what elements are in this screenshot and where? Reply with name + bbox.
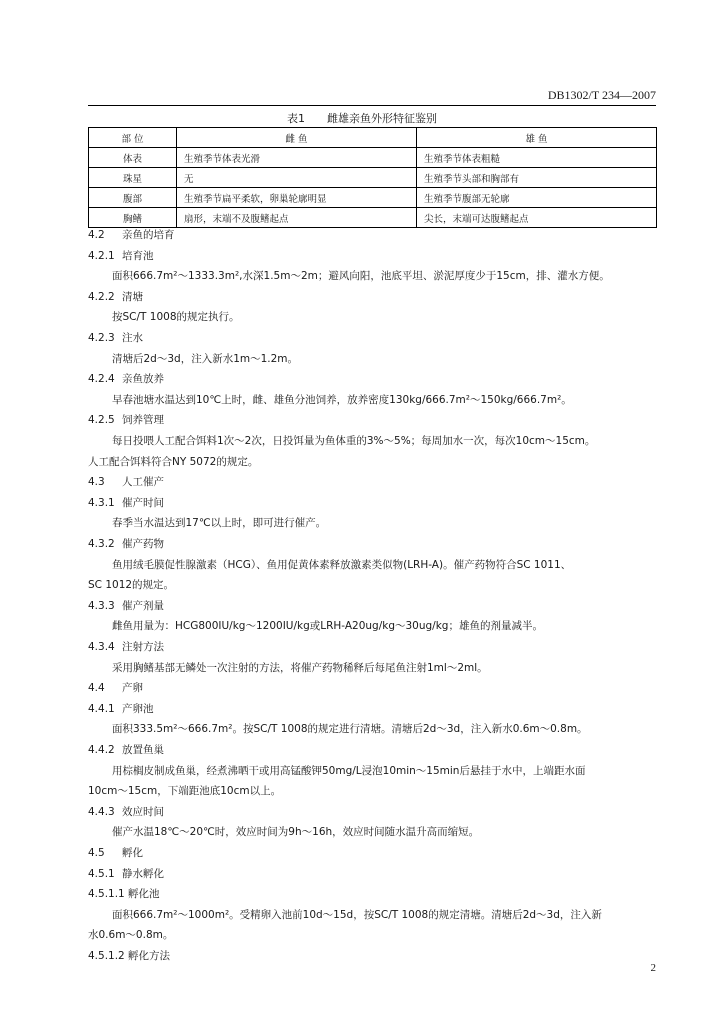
section-heading <box>88 845 143 860</box>
section-title: 效应时间 <box>122 805 164 818</box>
section-heading <box>88 639 164 654</box>
section-heading <box>88 371 164 386</box>
section-heading <box>88 886 160 901</box>
section-heading <box>88 598 164 613</box>
table-header-cell: 雄 鱼 <box>417 128 657 148</box>
section-title: 催产药物 <box>122 538 164 550</box>
section-number: 4.2.3 <box>88 332 115 344</box>
standard-code: DB1302/T 234—2007 <box>547 88 656 102</box>
table-cell: 体表 <box>89 148 177 168</box>
section-heading <box>88 680 143 695</box>
section-title: 催产剂量 <box>122 599 164 612</box>
page-number: 2 <box>650 962 656 974</box>
section-number: 4.5 <box>88 847 105 859</box>
body-text-line: 面积666.7m²～1000m²。受精卵入池前10d～15d，按SC/T 1008的规定清塘。清塘后2d～3d，注入新 <box>112 908 602 921</box>
section-title: 孵化方法 <box>128 950 170 962</box>
table-row <box>89 188 657 208</box>
body-text-line: 采用胸鳍基部无鳞处一次注射的方法，将催产药物稀释后每尾鱼注射1ml～2ml。 <box>112 661 488 674</box>
section-heading <box>88 742 164 757</box>
section-heading <box>88 701 154 716</box>
table-caption-number: 表1 <box>287 112 305 125</box>
body-text-line: 按SC/T 1008的规定执行。 <box>112 311 240 324</box>
section-title: 催产时间 <box>122 496 164 509</box>
section-heading <box>88 289 143 304</box>
body-text-line: 水0.6m～0.8m。 <box>88 929 174 942</box>
section-heading <box>88 227 175 242</box>
table-cell: 生殖季节头部和胸部有 <box>417 168 657 188</box>
table-cell: 尖长，末端可达腹鳍起点 <box>417 208 657 228</box>
section-heading <box>88 948 170 963</box>
section-title: 放置鱼巢 <box>122 744 164 756</box>
section-number: 4.3.4 <box>88 641 115 653</box>
body-text-line: SC 1012的规定。 <box>88 579 175 592</box>
body-text-line: 鱼用绒毛膜促性腺激素（HCG）、鱼用促黄体素释放激素类似物(LRH-A)。催产药物符合SC 1011、 <box>112 558 572 571</box>
body-text-line: 催产水温18℃～20℃时，效应时间为9h～16h，效应时间随水温升高而缩短。 <box>112 826 480 839</box>
section-title: 产卵池 <box>122 702 154 715</box>
section-title: 人工催产 <box>122 476 164 489</box>
table-header-cell: 部 位 <box>89 128 177 148</box>
trait-table <box>88 127 657 228</box>
section-title: 培育池 <box>122 249 154 262</box>
section-number: 4.4.1 <box>88 702 115 715</box>
section-title: 亲鱼放养 <box>122 373 164 386</box>
section-number: 4.3.3 <box>88 599 115 612</box>
body-text-line: 用棕榈皮制成鱼巢，经煮沸晒干或用高锰酸钾50mg/L浸泡10min～15min后悬挂于水中，上端距水面 <box>112 764 586 777</box>
body-text-line: 雌鱼用量为：HCG800IU/kg～1200IU/kg或LRH-A20ug/kg～30ug/kg；雄鱼的剂量减半。 <box>112 620 543 633</box>
body-text-line: 清塘后2d～3d，注入新水1m～1.2m。 <box>112 352 299 365</box>
body-text-line: 面积666.7m²～1333.3m²,水深1.5m～2m；避风向阳，池底平坦、淤泥厚度少于15cm，排、灌水方便。 <box>112 270 610 283</box>
section-number: 4.5.1.1 <box>88 888 125 901</box>
table-caption-title: 雌雄亲鱼外形特征鉴别 <box>327 112 437 125</box>
body-text-line: 10cm～15cm，下端距池底10cm以上。 <box>88 785 282 798</box>
section-number: 4.2.1 <box>88 249 115 262</box>
table-header-row <box>89 128 657 148</box>
section-number: 4.3 <box>88 476 105 489</box>
table-cell: 生殖季节体表粗糙 <box>417 148 657 168</box>
section-heading <box>88 248 154 263</box>
table-caption <box>0 110 724 126</box>
section-number: 4.5.1 <box>88 867 115 880</box>
section-heading <box>88 412 164 427</box>
section-number: 4.4.2 <box>88 744 115 756</box>
section-heading <box>88 536 164 551</box>
section-number: 4.3.1 <box>88 496 115 509</box>
section-title: 注射方法 <box>122 641 164 653</box>
body-text-line: 面积333.5m²～666.7m²。按SC/T 1008的规定进行清塘。清塘后2d～3d，注入新水0.6m～0.8m。 <box>112 723 588 736</box>
section-heading <box>88 866 164 881</box>
table-row <box>89 208 657 228</box>
table-cell: 扇形，末端不及腹鳍起点 <box>177 208 417 228</box>
section-title: 注水 <box>122 332 143 344</box>
table-row <box>89 148 657 168</box>
table-row <box>89 168 657 188</box>
section-number: 4.2.4 <box>88 373 115 386</box>
section-number: 4.4.3 <box>88 805 115 818</box>
section-heading <box>88 474 164 489</box>
section-title: 饲养管理 <box>122 414 164 427</box>
section-number: 4.3.2 <box>88 538 115 550</box>
body-text-line: 春季当水温达到17℃以上时，即可进行催产。 <box>112 517 327 530</box>
table-cell: 无 <box>177 168 417 188</box>
body-text-line: 早春池塘水温达到10℃上时，雌、雄鱼分池饲养，放养密度130kg/666.7m²～150kg/666.7m²。 <box>112 393 572 406</box>
section-title: 静水孵化 <box>122 867 164 880</box>
table-header-cell: 雌 鱼 <box>177 128 417 148</box>
table-cell: 腹部 <box>89 188 177 208</box>
section-title: 亲鱼的培育 <box>122 229 175 241</box>
section-title: 清塘 <box>122 290 143 303</box>
table-cell: 生殖季节腹部无轮廓 <box>417 188 657 208</box>
section-heading <box>88 330 143 345</box>
section-number: 4.2 <box>88 229 105 241</box>
section-number: 4.4 <box>88 682 105 695</box>
table-cell: 珠星 <box>89 168 177 188</box>
header-rule <box>88 105 656 106</box>
section-title: 产卵 <box>122 682 143 695</box>
section-number: 4.5.1.2 <box>88 950 125 962</box>
section-heading <box>88 804 164 819</box>
table-cell: 生殖季节扁平柔软，卵巢轮廓明显 <box>177 188 417 208</box>
section-number: 4.2.5 <box>88 414 115 427</box>
section-heading <box>88 495 164 510</box>
section-title: 孵化池 <box>128 888 160 901</box>
table-cell: 生殖季节体表光滑 <box>177 148 417 168</box>
body-text-line: 每日投喂人工配合饵料1次～2次，日投饵量为鱼体重的3%～5%；每周加水一次，每次10cm～15cm。 <box>112 435 596 447</box>
body-text-line: 人工配合饵料符合NY 5072的规定。 <box>88 455 259 468</box>
section-number: 4.2.2 <box>88 290 115 303</box>
table-cell: 胸鳍 <box>89 208 177 228</box>
section-title: 孵化 <box>122 847 143 859</box>
